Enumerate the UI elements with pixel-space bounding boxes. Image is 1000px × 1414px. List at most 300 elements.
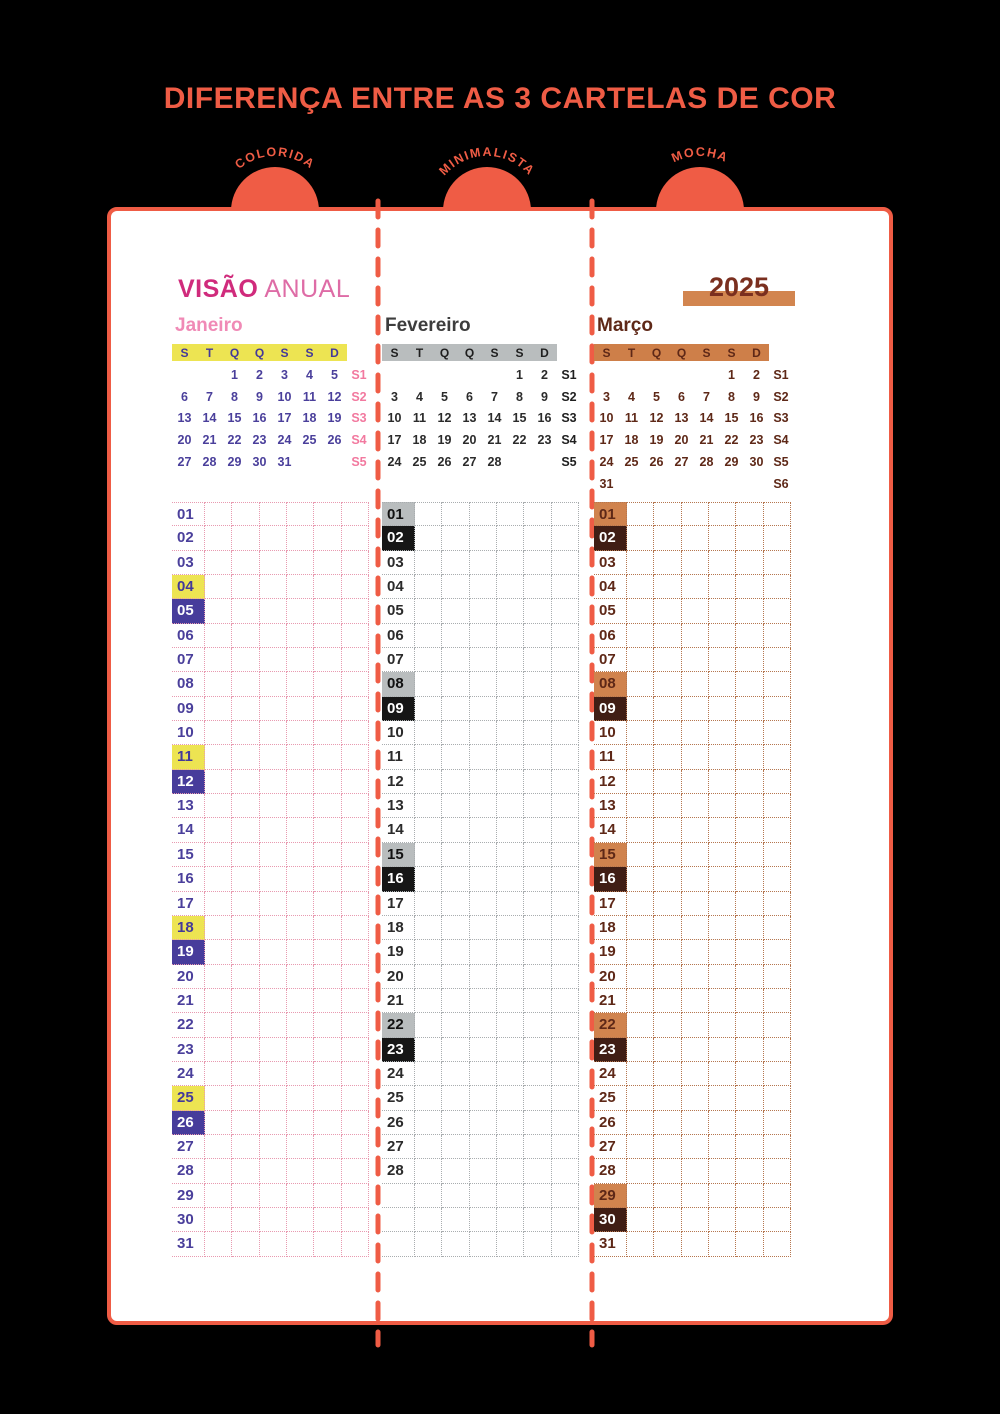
day-note-cell [497, 745, 524, 769]
day-note-cell [287, 1038, 314, 1062]
day-note-cell [260, 867, 287, 891]
day-number: 14 [594, 818, 627, 842]
day-note-cell [205, 1062, 232, 1086]
day-note-cell [205, 1208, 232, 1232]
day-note-cell [470, 672, 497, 696]
day-note-cell [627, 818, 654, 842]
day-note-cell [497, 892, 524, 916]
day-note-cell [682, 1135, 709, 1159]
day-note-cell [709, 1159, 736, 1183]
day-note-cell [442, 892, 469, 916]
day-note-cell [552, 575, 579, 599]
day-note-cell [736, 697, 763, 721]
day-note-cell [654, 867, 681, 891]
day-note-cell [442, 648, 469, 672]
day-note-cell [552, 843, 579, 867]
day-note-cell [205, 965, 232, 989]
day-note-cell [342, 989, 369, 1013]
day-note-cell [552, 794, 579, 818]
day-note-cell [497, 502, 524, 526]
day-note-cell [552, 989, 579, 1013]
day-note-cell [682, 892, 709, 916]
mini-day-cell: 10 [277, 389, 292, 404]
day-note-cell [709, 672, 736, 696]
mini-day-cell: 7 [491, 389, 498, 404]
day-note-cell [764, 648, 791, 672]
day-note-cell [524, 1086, 551, 1110]
week-number-label: S4 [351, 433, 367, 448]
day-note-cell [232, 721, 259, 745]
mini-day-cell: 11 [412, 411, 427, 426]
day-note-cell [709, 843, 736, 867]
day-note-cell [342, 1086, 369, 1110]
day-note-cell [627, 526, 654, 550]
day-note-cell [232, 818, 259, 842]
day-note-cell [764, 502, 791, 526]
day-note-cell [682, 843, 709, 867]
weekday-letter: Q [676, 345, 687, 360]
day-note-cell [205, 818, 232, 842]
day-note-cell [260, 843, 287, 867]
day-note-cell [342, 1159, 369, 1183]
day-note-cell [342, 1062, 369, 1086]
day-number: 13 [172, 794, 205, 818]
day-note-cell [736, 818, 763, 842]
palette-label-1: COLORIDA [232, 144, 318, 172]
month-name: Janeiro [175, 315, 243, 336]
mini-day-cell: 20 [674, 433, 689, 448]
day-note-cell [415, 1184, 442, 1208]
day-note-cell [205, 794, 232, 818]
day-note-cell [232, 794, 259, 818]
mini-day-cell: 29 [724, 455, 739, 470]
day-note-cell [442, 551, 469, 575]
day-note-cell [232, 697, 259, 721]
mini-day-cell: 5 [331, 367, 338, 382]
day-note-cell [232, 1135, 259, 1159]
day-note-cell [442, 818, 469, 842]
day-note-cell [415, 818, 442, 842]
day-note-cell [260, 624, 287, 648]
day-note-cell [682, 1013, 709, 1037]
day-number: 04 [594, 575, 627, 599]
day-note-cell [764, 989, 791, 1013]
day-note-cell [232, 575, 259, 599]
mini-day-cell: 4 [416, 389, 423, 404]
day-note-cell [736, 502, 763, 526]
mini-day-cell: 24 [387, 455, 402, 470]
day-note-cell [205, 672, 232, 696]
day-note-cell [232, 624, 259, 648]
day-note-cell [736, 843, 763, 867]
day-note-cell [552, 1111, 579, 1135]
day-number: 18 [382, 916, 415, 940]
day-note-cell [709, 1208, 736, 1232]
mini-day-cell: 16 [749, 411, 764, 426]
day-note-cell [287, 818, 314, 842]
mini-day-cell: 12 [327, 389, 342, 404]
week-number-label: S3 [773, 411, 789, 426]
day-note-cell [342, 697, 369, 721]
day-note-cell [232, 843, 259, 867]
week-number-label: S5 [561, 455, 577, 470]
day-note-cell [415, 551, 442, 575]
day-number: 20 [172, 965, 205, 989]
mini-day-cell: 9 [541, 389, 548, 404]
day-note-cell [736, 1184, 763, 1208]
week-number-label: S2 [351, 389, 367, 404]
mini-day-cell: 3 [391, 389, 398, 404]
day-note-cell [627, 648, 654, 672]
mini-calendar [594, 364, 793, 495]
palette-label-2: MINIMALISTA [436, 144, 538, 179]
day-note-cell [682, 989, 709, 1013]
day-note-cell [415, 1159, 442, 1183]
day-note-cell [709, 551, 736, 575]
day-note-cell [736, 794, 763, 818]
day-note-cell [682, 1038, 709, 1062]
day-note-cell [654, 940, 681, 964]
day-note-cell [497, 1038, 524, 1062]
mini-day-cell: 11 [302, 389, 317, 404]
day-note-cell [654, 1062, 681, 1086]
day-note-cell [415, 745, 442, 769]
day-note-cell [232, 1184, 259, 1208]
day-note-cell [764, 1086, 791, 1110]
day-number: 10 [594, 721, 627, 745]
day-note-cell [524, 843, 551, 867]
day-note-cell [442, 1062, 469, 1086]
day-note-cell [524, 794, 551, 818]
day-note-cell [287, 965, 314, 989]
day-note-cell [342, 843, 369, 867]
day-note-cell [497, 1184, 524, 1208]
day-number: 12 [594, 770, 627, 794]
day-note-cell [260, 599, 287, 623]
day-note-cell [442, 1184, 469, 1208]
day-note-cell [314, 1159, 341, 1183]
day-note-cell [524, 1062, 551, 1086]
day-note-cell [260, 989, 287, 1013]
day-note-cell [470, 770, 497, 794]
day-note-cell [442, 1135, 469, 1159]
day-note-cell [736, 892, 763, 916]
day-note-cell [314, 697, 341, 721]
mini-day-cell: 9 [256, 389, 263, 404]
week-number-label: S4 [773, 433, 789, 448]
mini-day-cell: 21 [202, 433, 217, 448]
day-note-cell [232, 916, 259, 940]
mini-day-cell: 2 [541, 367, 548, 382]
day-note-cell [709, 575, 736, 599]
svg-text:MOCHA [669, 145, 730, 165]
weekday-letter: S [515, 345, 524, 360]
day-note-cell [260, 575, 287, 599]
day-note-cell [627, 502, 654, 526]
day-note-cell [524, 1013, 551, 1037]
day-note-cell [524, 697, 551, 721]
day-note-cell [470, 648, 497, 672]
day-note-cell [470, 843, 497, 867]
day-note-cell [342, 745, 369, 769]
day-number: 24 [594, 1062, 627, 1086]
mini-day-cell: 18 [624, 433, 639, 448]
day-note-cell [415, 502, 442, 526]
day-number: 27 [594, 1135, 627, 1159]
day-note-cell [415, 1232, 442, 1256]
day-note-cell [654, 648, 681, 672]
day-number: 01 [594, 502, 627, 526]
day-note-cell [524, 575, 551, 599]
day-note-cell [232, 1086, 259, 1110]
mini-day-cell: 13 [177, 411, 192, 426]
day-note-cell [709, 1135, 736, 1159]
mini-day-cell: 26 [649, 455, 664, 470]
day-number: 03 [594, 551, 627, 575]
day-number: 24 [172, 1062, 205, 1086]
mini-day-cell: 19 [649, 433, 664, 448]
day-note-cell [524, 599, 551, 623]
day-number: 07 [594, 648, 627, 672]
day-note-cell [552, 1086, 579, 1110]
day-note-cell [654, 1232, 681, 1256]
day-number: 29 [594, 1184, 627, 1208]
day-number: 28 [594, 1159, 627, 1183]
mini-day-cell: 15 [724, 411, 739, 426]
mini-day-cell: 31 [599, 476, 614, 491]
day-note-cell [627, 1111, 654, 1135]
day-note-cell [654, 1135, 681, 1159]
day-note-cell [442, 697, 469, 721]
week-number-label: S5 [351, 455, 367, 470]
day-note-cell [736, 1159, 763, 1183]
day-note-cell [552, 916, 579, 940]
mini-day-cell: 19 [437, 433, 452, 448]
day-note-cell [442, 1111, 469, 1135]
day-note-cell [260, 1038, 287, 1062]
day-number: 03 [172, 551, 205, 575]
day-note-cell [654, 1086, 681, 1110]
day-note-cell [442, 794, 469, 818]
day-number: 30 [594, 1208, 627, 1232]
day-note-cell [552, 1135, 579, 1159]
day-note-cell [287, 1184, 314, 1208]
day-note-cell [524, 1159, 551, 1183]
day-note-cell [442, 721, 469, 745]
day-note-cell [524, 526, 551, 550]
day-note-cell [232, 1062, 259, 1086]
day-note-cell [442, 599, 469, 623]
view-title-bold: VISÃO [178, 275, 259, 303]
day-note-cell [764, 1232, 791, 1256]
day-note-cell [260, 502, 287, 526]
day-note-cell [736, 624, 763, 648]
day-note-cell [470, 1086, 497, 1110]
day-note-cell [736, 770, 763, 794]
day-number: 02 [172, 526, 205, 550]
day-note-cell [709, 1184, 736, 1208]
mini-day-cell: 16 [252, 411, 267, 426]
day-note-cell [342, 502, 369, 526]
day-note-cell [497, 1062, 524, 1086]
day-note-cell [627, 867, 654, 891]
week-number-label: S2 [773, 389, 789, 404]
day-note-cell [260, 721, 287, 745]
day-number: 26 [172, 1111, 205, 1135]
day-note-cell [442, 575, 469, 599]
mini-day-cell: 24 [599, 455, 614, 470]
day-note-cell [682, 526, 709, 550]
day-number: 27 [382, 1135, 415, 1159]
mini-day-cell: 28 [487, 455, 502, 470]
view-title-light: ANUAL [264, 275, 351, 303]
day-note-cell [682, 672, 709, 696]
day-note-cell [205, 1111, 232, 1135]
day-note-cell [627, 843, 654, 867]
day-note-cell [342, 1208, 369, 1232]
day-note-cell [552, 502, 579, 526]
day-note-cell [682, 1184, 709, 1208]
day-note-cell [682, 1062, 709, 1086]
day-note-cell [524, 770, 551, 794]
day-note-cell [627, 989, 654, 1013]
day-note-cell [552, 697, 579, 721]
day-note-cell [314, 1038, 341, 1062]
day-note-cell [442, 745, 469, 769]
day-note-cell [524, 745, 551, 769]
day-note-cell [654, 818, 681, 842]
day-note-cell [654, 1038, 681, 1062]
mini-day-cell: 16 [537, 411, 552, 426]
day-note-cell [497, 599, 524, 623]
day-number: 31 [172, 1232, 205, 1256]
day-note-cell [314, 770, 341, 794]
day-note-cell [442, 1159, 469, 1183]
day-note-cell [552, 1184, 579, 1208]
mini-day-cell: 29 [227, 455, 242, 470]
mini-day-cell: 10 [387, 411, 402, 426]
day-note-cell [682, 599, 709, 623]
day-note-cell [524, 1038, 551, 1062]
day-note-cell [260, 1208, 287, 1232]
mini-day-cell: 28 [699, 455, 714, 470]
day-note-cell [709, 867, 736, 891]
day-note-cell [342, 867, 369, 891]
day-note-cell [682, 1086, 709, 1110]
day-note-cell [736, 575, 763, 599]
day-note-cell [709, 965, 736, 989]
day-note-cell [232, 1013, 259, 1037]
day-note-cell [260, 965, 287, 989]
mini-day-cell: 19 [327, 411, 342, 426]
day-note-cell [415, 624, 442, 648]
mini-day-cell: 4 [306, 367, 313, 382]
day-note-cell [764, 892, 791, 916]
day-note-cell [205, 526, 232, 550]
day-note-cell [470, 721, 497, 745]
day-note-cell [442, 1013, 469, 1037]
day-list-grid [382, 502, 579, 1257]
day-note-cell [470, 794, 497, 818]
week-number-label: S1 [351, 367, 367, 382]
day-note-cell [764, 599, 791, 623]
day-number: 02 [594, 526, 627, 550]
mini-day-cell: 8 [516, 389, 523, 404]
day-note-cell [736, 867, 763, 891]
day-note-cell [342, 551, 369, 575]
day-note-cell [342, 1232, 369, 1256]
day-note-cell [764, 818, 791, 842]
day-note-cell [342, 1135, 369, 1159]
day-note-cell [287, 989, 314, 1013]
weekday-letter: Q [254, 345, 265, 360]
day-number: 13 [382, 794, 415, 818]
day-note-cell [205, 916, 232, 940]
day-note-cell [260, 526, 287, 550]
day-number: 21 [172, 989, 205, 1013]
day-number: 11 [594, 745, 627, 769]
day-number: 08 [594, 672, 627, 696]
day-note-cell [627, 551, 654, 575]
day-note-cell [342, 940, 369, 964]
day-note-cell [442, 770, 469, 794]
day-note-cell [682, 867, 709, 891]
mini-day-cell: 17 [387, 433, 402, 448]
day-note-cell [314, 1013, 341, 1037]
day-note-cell [709, 1111, 736, 1135]
day-note-cell [314, 624, 341, 648]
day-note-cell [232, 648, 259, 672]
svg-text:COLORIDA [232, 145, 317, 172]
day-note-cell [764, 575, 791, 599]
day-note-cell [260, 916, 287, 940]
day-note-cell [442, 1038, 469, 1062]
day-note-cell [654, 843, 681, 867]
day-note-cell [232, 1159, 259, 1183]
day-note-cell [627, 745, 654, 769]
day-note-cell [764, 1159, 791, 1183]
day-number: 17 [382, 892, 415, 916]
mini-day-cell: 7 [703, 389, 710, 404]
day-note-cell [497, 867, 524, 891]
day-note-cell [342, 818, 369, 842]
day-number: 05 [172, 599, 205, 623]
day-note-cell [654, 697, 681, 721]
day-note-cell [314, 745, 341, 769]
day-note-cell [287, 794, 314, 818]
mini-day-cell: 27 [462, 455, 477, 470]
day-note-cell [415, 721, 442, 745]
day-note-cell [205, 770, 232, 794]
day-note-cell [470, 1013, 497, 1037]
day-note-cell [205, 940, 232, 964]
day-note-cell [552, 648, 579, 672]
day-note-cell [205, 697, 232, 721]
day-note-cell [470, 526, 497, 550]
day-note-cell [654, 526, 681, 550]
day-number: 28 [382, 1159, 415, 1183]
day-note-cell [415, 867, 442, 891]
day-note-cell [764, 672, 791, 696]
day-note-cell [287, 1062, 314, 1086]
day-note-cell [682, 818, 709, 842]
weekday-letter: T [627, 345, 636, 360]
day-note-cell [415, 1038, 442, 1062]
day-note-cell [287, 1208, 314, 1232]
day-note-cell [764, 1062, 791, 1086]
day-note-cell [552, 867, 579, 891]
day-note-cell [314, 1111, 341, 1135]
